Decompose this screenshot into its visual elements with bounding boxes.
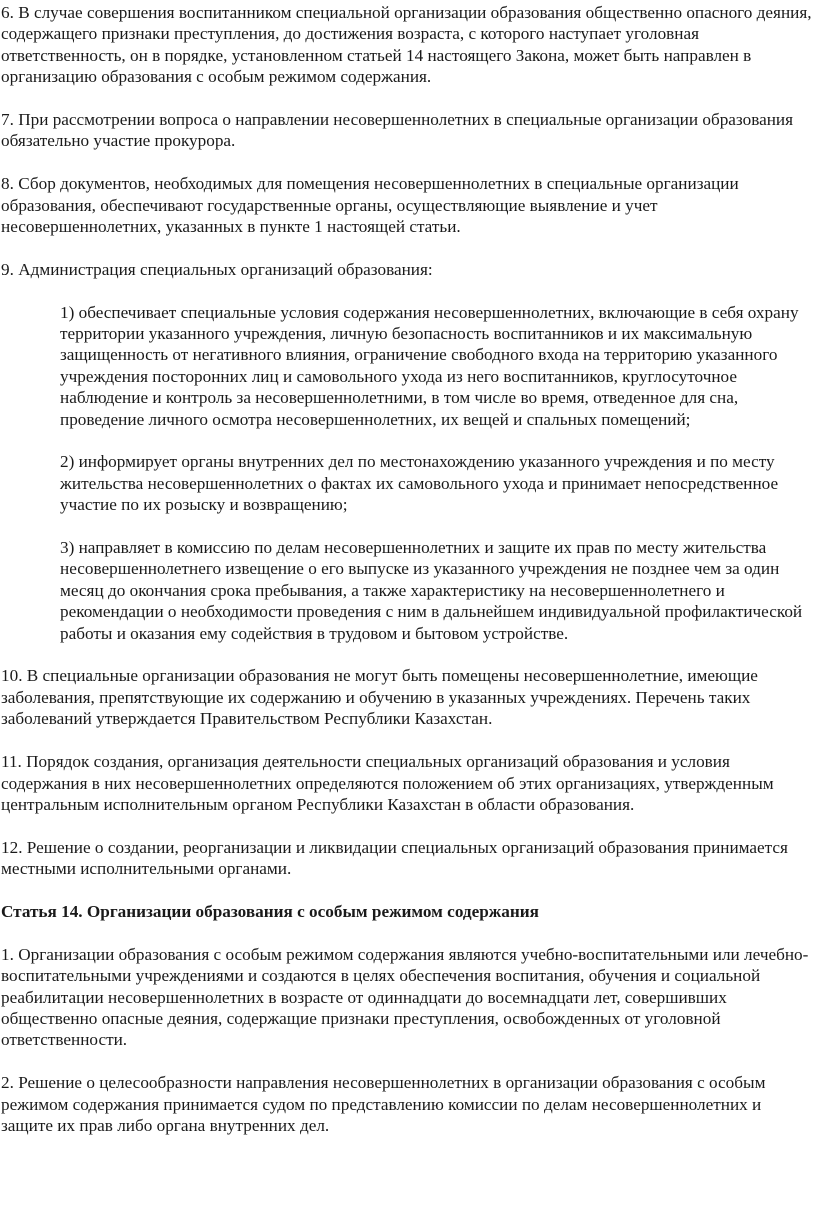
paragraph-9: 9. Администрация специальных организаций образования: <box>1 259 433 279</box>
paragraph-10: 10. В специальные организации образования не могут быть помещены несовершеннолетние, имеющие заболевания, препятствующие их содержанию и обучению в указанных учреждениях. Перечень таких заболеваний утверждается Правительством Республики Казахстан. <box>1 666 758 729</box>
article-paragraph-2: 2. Решение о целесообразности направления несовершеннолетних в организации образования с особым режимом содержания принимается судом по представлению комиссии по делам несовершеннолетних и защите их прав либо органа внутренних дел. <box>1 1073 766 1135</box>
document-page <box>1 2 813 1158</box>
subitem-2: 2) информирует органы внутренних дел по местонахождению указанного учреждения и по месту жительства несовершеннолетних о фактах их самовольного ухода и принимает непосредственное участие по их розыску и возвращению; <box>60 452 779 515</box>
subitem-1: 1) обеспечивает специальные условия содержания несовершеннолетних, включающие в себя охрану территории указанного учреждения, личную безопасность воспитанников и их максимальную защищенность от негативного влияния, ограничение свободного входа на территорию указанного учреждения посторонних лиц и самовольного ухода из него воспитанников, круглосуточное наблюдение и контроль за несовершеннолетними, в том числе во время, отведенное для сна, проведение личного осмотра несовершеннолетних, их вещей и спальных помещений; <box>60 302 799 429</box>
paragraph-6: 6. В случае совершения воспитанником специальной организации образования общественно опасного деяния, содержащего признаки преступления, до достижения возраста, с которого наступает уголовная ответственность, он в порядке, установленном статьей 14 настоящего Закона, может быть направлен в организацию образования с особым режимом содержания. <box>1 3 812 87</box>
paragraph-7: 7. При рассмотрении вопроса о направлении несовершеннолетних в специальные организации образования обязательно участие прокурора. <box>1 110 794 151</box>
article-heading: Статья 14. Организации образования с особым режимом содержания <box>1 901 539 921</box>
paragraph-11: 11. Порядок создания, организация деятельности специальных организаций образования и условия содержания в них несовершеннолетних определяются положением об этих организациях, утвержденным центральным исполнительным органом Республики Казахстан в области образования. <box>1 752 774 814</box>
paragraph-12: 12. Решение о создании, реорганизации и ликвидации специальных организаций образования принимается местными исполнительными органами. <box>1 837 788 879</box>
paragraph-8: 8. Сбор документов, необходимых для помещения несовершеннолетних в специальные организации образования, обеспечивают государственные органы, осуществляющие выявление и учет несовершеннолетних, указанных в пункте 1 настоящей статьи. <box>1 174 739 237</box>
subitem-3: 3) направляет в комиссию по делам несовершеннолетних и защите их прав по месту жительства несовершеннолетнего извещение о его выпуске из указанного учреждения не позднее чем за один месяц до окончания срока пребывания, а также характеристику на несовершеннолетнего и рекомендации о необходимости проведения с ним в дальнейшем индивидуальной профилактической работы и оказания ему содействия в трудовом и бытовом устройстве. <box>60 538 803 643</box>
article-paragraph-1: 1. Организации образования с особым режимом содержания являются учебно-воспитательными или лечебно-воспитательными учреждениями и создаются в целях обеспечения воспитания, обучения и социальной реабилитации несовершеннолетних в возрасте от одиннадцати до восемнадцати лет, совершивших общественно опасные деяния, содержащие признаки преступления, освобожденных от уголовной ответственности. <box>1 944 809 1050</box>
